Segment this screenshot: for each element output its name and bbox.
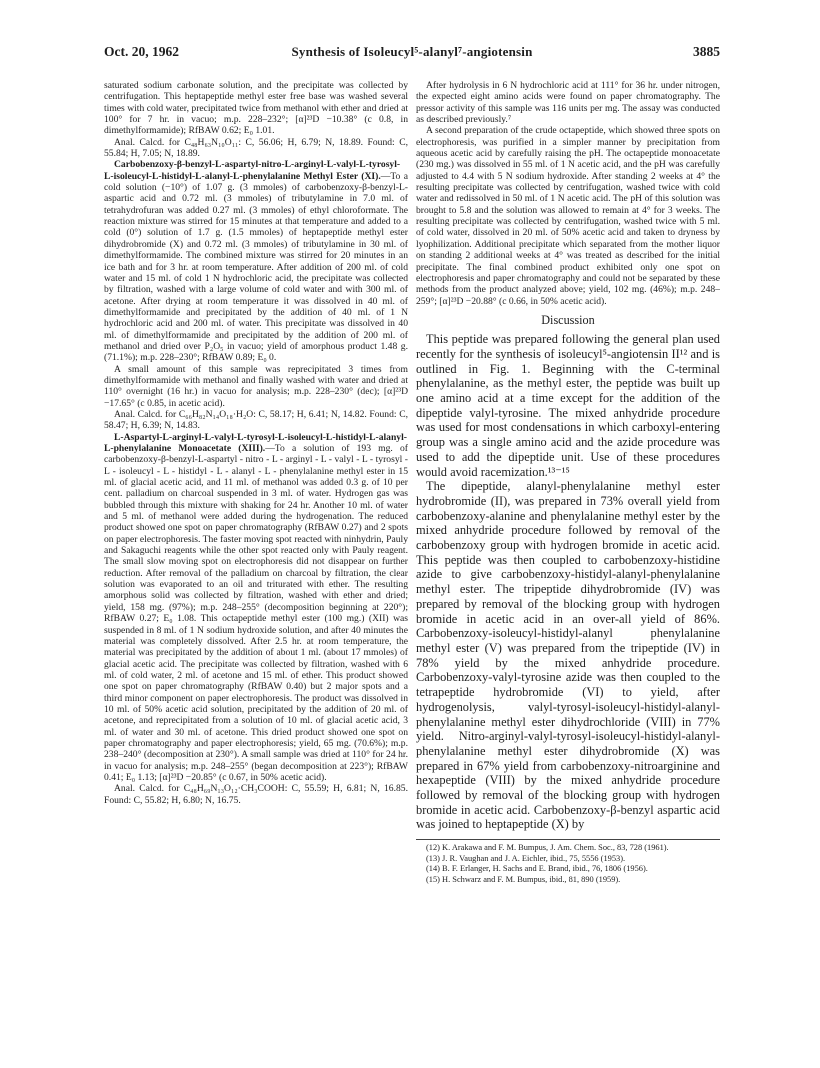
paragraph: The dipeptide, alanyl-phenylalanine methyl ester hydrobromide (II), was prepared in 73% overall yield from carbobenzoxy-alanine and phenylalanine methyl ester by the mixed anhydride procedure followed by removal of the carbobenzoxy group with hydrogen bromide in acetic acid. This peptide was then coupled to carbobenzoxy-histidine azide to give carbobenzoxy-histidyl-alanyl-phenylalanine methyl ester. The tripeptide dihydrobromide (IV) was prepared by removal of the blocking group with hydrogen bromide in acetic acid in an over-all yield of 86%. Carbobenzoxy-isoleucyl-histidyl-alanyl phenylalanine methyl ester (V) was prepared from the tripeptide (IV) in 78% yield by the mixed anhydride procedure. Carbobenzoxy-valyl-tyrosine azide was then coupled to the tetrapeptide hydrobromide (VI) to yield, after hydrogenolysis, valyl-tyrosyl-isoleucyl-histidyl-alanyl-phenylalanine methyl ester dihydrochloride (VIII) in 77% yield. Nitro-arginyl-valyl-tyrosyl-isoleucyl-histidyl-alanyl-phenylalanine methyl ester dihydrobromide (X) was prepared in 67% yield from carbobenzoxy-nitroarginine and hexapeptide (VIII) by the mixed anhydride procedure followed by removal of the blocking group with hydrogen bromide in acetic acid. Carbobenzoxy-β-benzyl aspartic acid was joined to heptapeptide (X) by [416, 479, 720, 832]
discussion-body [416, 332, 720, 832]
paragraph-text: —To a solution of 193 mg. of carbobenzoxy-β-benzyl-L-aspartyl - nitro - L - arginyl - L - valyl - L - tyrosyl - L - isoleucyl - L - histidyl - L - alanyl - L - phenylalanine methyl ester in 15 ml. of glacial acetic acid, and 11 ml. of methanol was added 0.3 g. of 10 per cent. palladium on charcoal suspended in 3 ml. of water. Hydrogen gas was bubbled through this mixture with shaking for 24 hr. Another 10 ml. of water and 5 ml. of methanol were added during the hydrogenation. The reduced product showed one spot on paper chromatography (RfBAW 0.27) and 2 spots on paper electrophoresis. The faster moving spot reacted with ninhydrin, Pauly and Sakaguchi reagents while the other spot reacted only with Pauly reagent. The small slow moving spot on electrophoresis did not disappear on further reduction. After removal of the palladium on charcoal by filtration, the clear solution was evaporated to an oil and triturated with ether. The resulting amorphous solid was collected by filtration, washed with ether and dried; yield, 158 mg. (97%); m.p. 248–255° (decomposition beginning at 220°); RfBAW 0.27; E₀ 1.08. This octapeptide methyl ester (100 mg.) (XII) was suspended in 8 ml. of 1 N sodium hydroxide solution, and after 40 minutes the material was completely dissolved. After 2.5 hr. at room temperature, the material was precipitated by the addition of about 1 ml. (about 17 mmoles) of glacial acetic acid. The precipitate was collected by filtration, washed with 6 ml. of cold water, 2 ml. of acetone and 15 ml. of ether. This product showed one spot on paper chromatography (RfBAW 0.40) but 2 major spots and a third minor component on paper electrophoresis. The product was dissolved in 10 ml. of 50% acetic acid solution, precipitated by the addition of 20 ml. of acetone, and reprecipitated from a solution of 10 ml. of glacial acetic acid, 3 ml. of water and 30 ml. of acetone. This dried product showed one spot on paper chromatography and paper electrophoresis; yield, 65 mg. (70.6%); m.p. 238–240° (decomposition at 230°). A small sample was dried at 110° for 24 hr. in vacuo for analysis; m.p. 248–255° (began decomposition at 223°); RfBAW 0.41; E₀ 1.13; [α]²³D −20.85° (c 0.67, in 50% acetic acid). [104, 443, 408, 783]
analysis-paragraph: Anal. Calcd. for C₆₆H₈₂N₁₄O₁₈·H₂O: C, 58.17; H, 6.41; N, 14.82. Found: C, 58.47; H, 6.39; N, 14.83. [104, 408, 408, 432]
experimental-paragraph [104, 432, 408, 784]
paragraph: A second preparation of the crude octapeptide, which showed three spots on electrophoresis, was purified in a simpler manner by precipitation from aqueous acetic acid by carefully raising the pH. The octapeptide monoacetate (230 mg.) was dissolved in 55 ml. of 1 N acetic acid, and the pH was carefully adjusted to 4.4 with 5 N sodium hydroxide. After standing 2 weeks at 4° the resulting precipitate was collected by centrifugation, washed twice with cold water and redissolved in 50 ml. of 1 N acetic acid. The pH of this solution was brought to 5.8 and the solution was allowed to remain at 4° for 3 weeks. The resulting precipitate was collected by centrifugation, washed twice with 5 ml. of cold water, dissolved in 20 ml. of 50% acetic acid and taken to dryness by lyophilization. Additional precipitate which separated from the mother liquor on standing 2 additional weeks at 4° was treated as described for the initial precipitate. The final combined product exhibited only one spot on electrophoresis and paper chromatography and could not be separated by these methods from the product analyzed above; yield, 102 mg. (46%); m.p. 248–259°; [α]²³D −20.88° (c 0.66, in 50% acetic acid). [416, 125, 720, 307]
paragraph: A small amount of this sample was reprecipitated 3 times from dimethylformamide with methanol and finally washed with water and dried at 110° overnight (16 hr.) in vacuo for analysis; m.p. 228–230° (dec); [α]²³D −17.65° (c 0.85, in acetic acid). [104, 363, 408, 409]
paragraph-text: —To a cold solution (−10°) of 1.07 g. (3 mmoles) of carbobenzoxy-β-benzyl-L-aspartic acid and 0.72 ml. (3 mmoles) of tributylamine in 7.0 ml. of tetrahydrofuran was added 0.27 ml. (3 mmoles) of ethyl chloroformate. The reaction mixture was stirred for 15 minutes at that temperature and added to a cold (0°) solution of 1.7 g. (1.5 mmoles) of heptapeptide methyl ester dihydrobromide (X) and 0.72 ml. (3 mmoles) of tributylamine in 30 ml. of dimethylformamide. The combined mixture was stirred for 20 minutes in an ice bath and for 3 hr. at room temperature. After addition of 200 ml. of cold water and 15 ml. of cold 1 N hydrochloric acid, the precipitate was collected by filtration, washed with a large volume of cold water and with 300 ml. of acetone. After drying at room temperature it was dissolved in 40 ml. of dimethylformamide and precipitated by the addition of 40 ml. of 1 N hydrochloric acid and 200 ml. of water. This precipitate was dissolved in 40 ml. of dimethylformamide and precipitated by the addition of 200 ml. of methanol and dried over P₂O₅ in vacuo; yield of amorphous product 1.48 g. (71.1%); m.p. 228–230°; RfBAW 0.89; E₀ 0. [104, 170, 408, 364]
section-heading: Discussion [541, 312, 595, 327]
right-column [416, 80, 720, 1010]
compound-heading: Carbobenzoxy-β-benzyl-L-aspartyl-nitro-L-arginyl-L-valyl-L-tyrosyl-L-isoleucyl-L-histidyl-L-alanyl-L-phenylalanine Methyl Ester (XI). [104, 159, 401, 182]
footnote: (12) K. Arakawa and F. M. Bumpus, J. Am. Chem. Soc., 83, 728 (1961). [426, 843, 669, 853]
paragraph: After hydrolysis in 6 N hydrochloric acid at 111° for 36 hr. under nitrogen, the expected eight amino acids were found on paper chromatography. The pressor activity of this sample was 116 units per mg. The assay was conducted as described previously.⁷ [416, 80, 720, 126]
left-column [104, 80, 408, 996]
footnote: (13) J. R. Vaughan and J. A. Eichler, ibid., 75, 5556 (1953). [426, 853, 626, 863]
header-title: Synthesis of Isoleucyl⁵-alanyl⁷-angiotensin [291, 44, 533, 59]
page-header [104, 44, 720, 64]
footnote: (15) H. Schwarz and F. M. Bumpus, ibid., 81, 890 (1959). [426, 874, 621, 884]
footnotes [416, 839, 720, 885]
paragraph: saturated sodium carbonate solution, and the precipitate was collected by centrifugation. This heptapeptide methyl ester free base was washed several times with cold water, precipitated twice from methanol with ether and dried at 100° for 7 hr. in vacuo; m.p. 228–232°; [α]²³D −10.38° (c 0.8, in dimethylformamide); RfBAW 0.62; E₀ 1.01. [104, 80, 408, 137]
header-date: Oct. 20, 1962 [104, 44, 179, 59]
analysis-paragraph: Anal. Calcd. for C₄₈H₆₉N₁₃O₁₂·CH₃COOH: C, 55.59; H, 6.81; N, 16.85. Found: C, 55.82; H, 6.80; N, 16.75. [104, 783, 408, 806]
analysis-paragraph: Anal. Calcd. for C₄₈H₆₃N₁₀O₁₁: C, 56.06; H, 6.79; N, 18.89. Found: C, 55.84; H, 7.05; N, 18.89. [104, 136, 408, 160]
paragraph: This peptide was prepared following the general plan used recently for the synthesis of isoleucyl⁵-angiotensin II¹² and is outlined in Fig. 1. Beginning with the C-terminal phenylalanine, as the methyl ester, the peptide was built up one amino acid at a time except for the addition of the dipeptide valyl-tyrosine. The mixed anhydride procedure was used for most condensations in which carboxyl-entering group was a single amino acid and the azide procedure was used to add the dipeptide unit. Use of these procedures would avoid racemization.¹³⁻¹⁵ [416, 332, 720, 479]
compound-heading: L-Aspartyl-L-arginyl-L-valyl-L-tyrosyl-L-isoleucyl-L-histidyl-L-alanyl-L-phenylalanine Monoacetate (XIII). [104, 431, 407, 454]
footnote: (14) B. F. Erlanger, H. Sachs and E. Brand, ibid., 76, 1806 (1956). [426, 864, 648, 874]
experimental-paragraph [104, 159, 408, 363]
page-number: 3885 [693, 44, 720, 59]
